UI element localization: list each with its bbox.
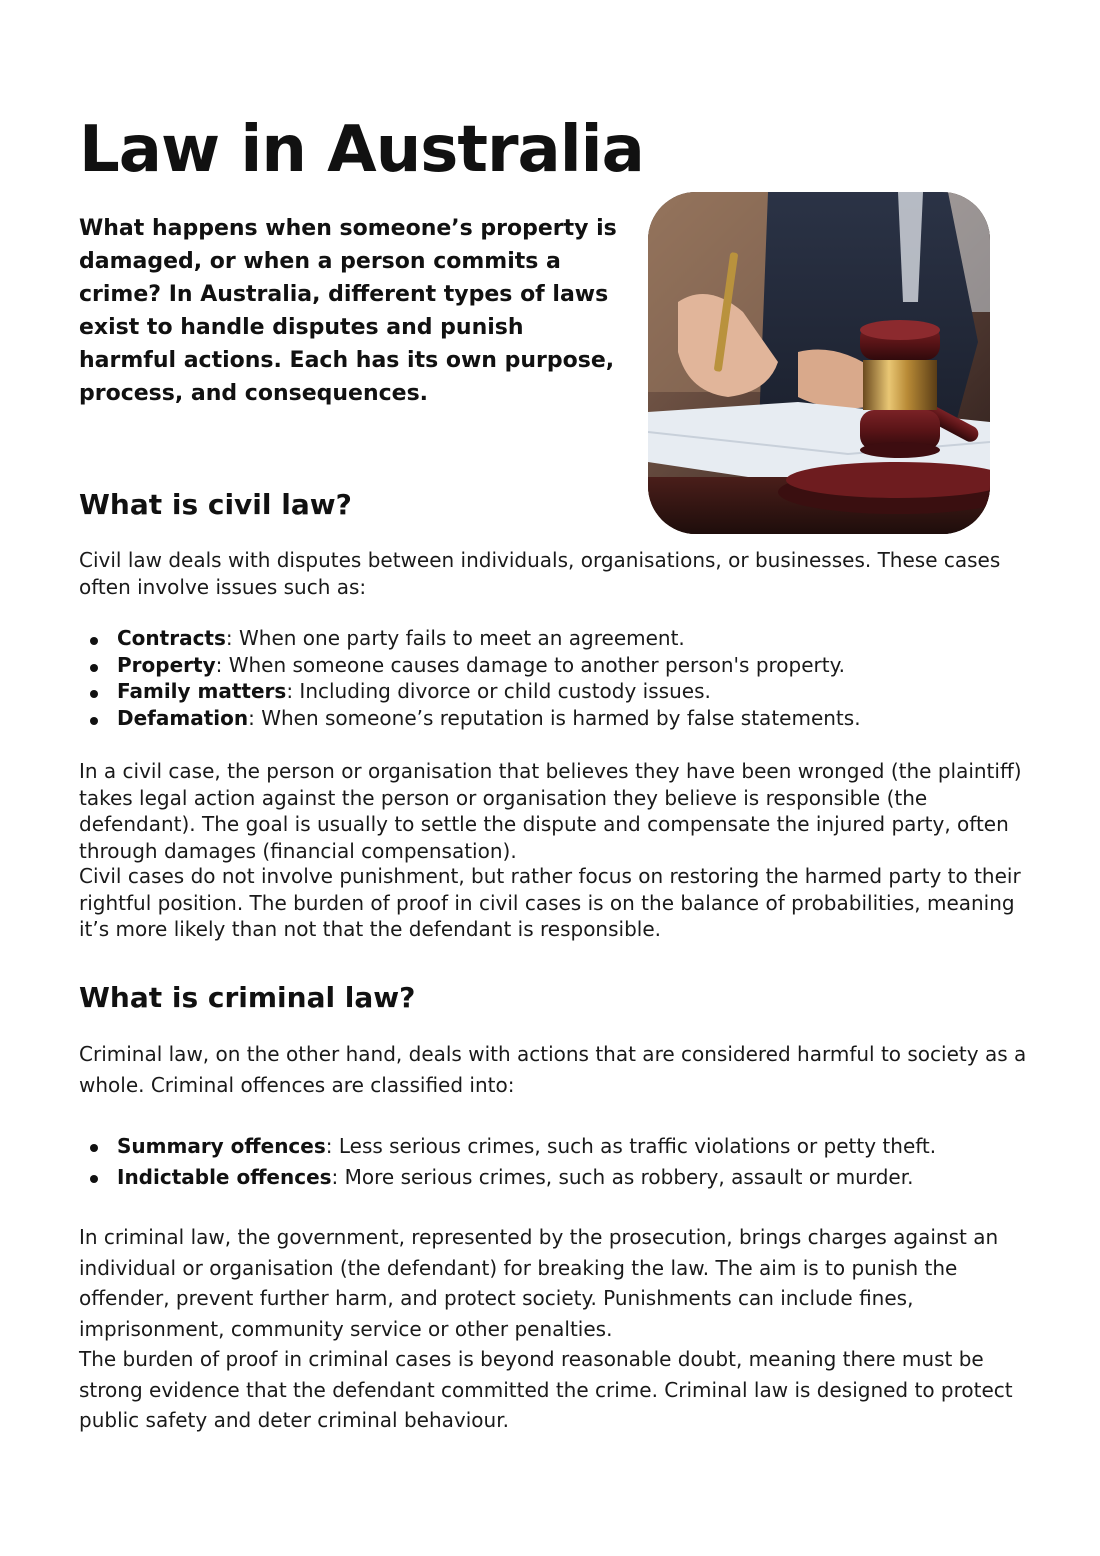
list-item-text: : Including divorce or child custody issues.	[286, 679, 711, 703]
list-item	[90, 1162, 1030, 1193]
list-item	[90, 705, 1030, 732]
list-item-term: Property	[117, 652, 216, 677]
criminal-law-paragraph-1: In criminal law, the government, represented by the prosecution, brings charges against an individual or organisation (the defendant) for breaking the law. The aim is to punish the offender, prevent further harm, and protect society. Punishments can include fines, imprisonment, community service or other penalties.	[79, 1225, 999, 1342]
civil-law-paragraph-1: In a civil case, the person or organisation that believes they have been wronged (the plaintiff) takes legal action against the person or organisation they believe is responsible (the defendant). The goal is usually to settle the dispute and compensate the injured party, often through damages (financial compensation).	[79, 759, 1022, 863]
judge-gavel-image	[648, 192, 990, 534]
list-item	[90, 1131, 1030, 1162]
criminal-law-heading: What is criminal law?	[79, 981, 416, 1014]
list-item-text: : More serious crimes, such as robbery, assault or murder.	[331, 1164, 914, 1189]
list-item-term: Defamation	[117, 705, 249, 730]
civil-law-list	[90, 625, 1030, 731]
list-item-text: : When someone’s reputation is harmed by false statements.	[248, 705, 861, 730]
list-item-text: : When someone causes damage to another person's property.	[215, 652, 845, 677]
list-item	[90, 652, 1030, 679]
civil-law-paragraph-2: Civil cases do not involve punishment, but rather focus on restoring the harmed party to their rightful position. The burden of proof in civil cases is on the balance of probabilities, meaning it’s more likely than not that the defendant is responsible.	[79, 864, 1021, 941]
criminal-law-paragraph-2: The burden of proof in criminal cases is beyond reasonable doubt, meaning there must be strong evidence that the defendant committed the crime. Criminal law is designed to protect public safety and deter criminal behaviour.	[79, 1347, 1013, 1433]
intro-paragraph: What happens when someone’s property is damaged, or when a person commits a crime? In Australia, different types of laws exist to handle disputes and punish harmful actions. Each has its own purpose, process, and consequences.	[79, 216, 617, 406]
criminal-law-intro: Criminal law, on the other hand, deals with actions that are considered harmful to society as a whole. Criminal offences are classified into:	[79, 1042, 1027, 1097]
criminal-law-list	[90, 1131, 1030, 1192]
page-title: Law in Australia	[79, 113, 644, 187]
civil-law-heading: What is civil law?	[79, 488, 352, 521]
list-item-term: Indictable offences	[117, 1164, 332, 1189]
list-item	[90, 625, 1030, 652]
list-item	[90, 678, 1030, 705]
list-item-term: Family matters	[117, 679, 287, 703]
list-item-text: : When one party fails to meet an agreement.	[225, 626, 685, 650]
list-item-term: Summary offences	[117, 1134, 326, 1158]
list-item-term: Contracts	[117, 626, 226, 650]
list-item-text: : Less serious crimes, such as traffic violations or petty theft.	[325, 1134, 937, 1158]
civil-law-intro: Civil law deals with disputes between individuals, organisations, or businesses. These cases often involve issues such as:	[79, 548, 1001, 599]
